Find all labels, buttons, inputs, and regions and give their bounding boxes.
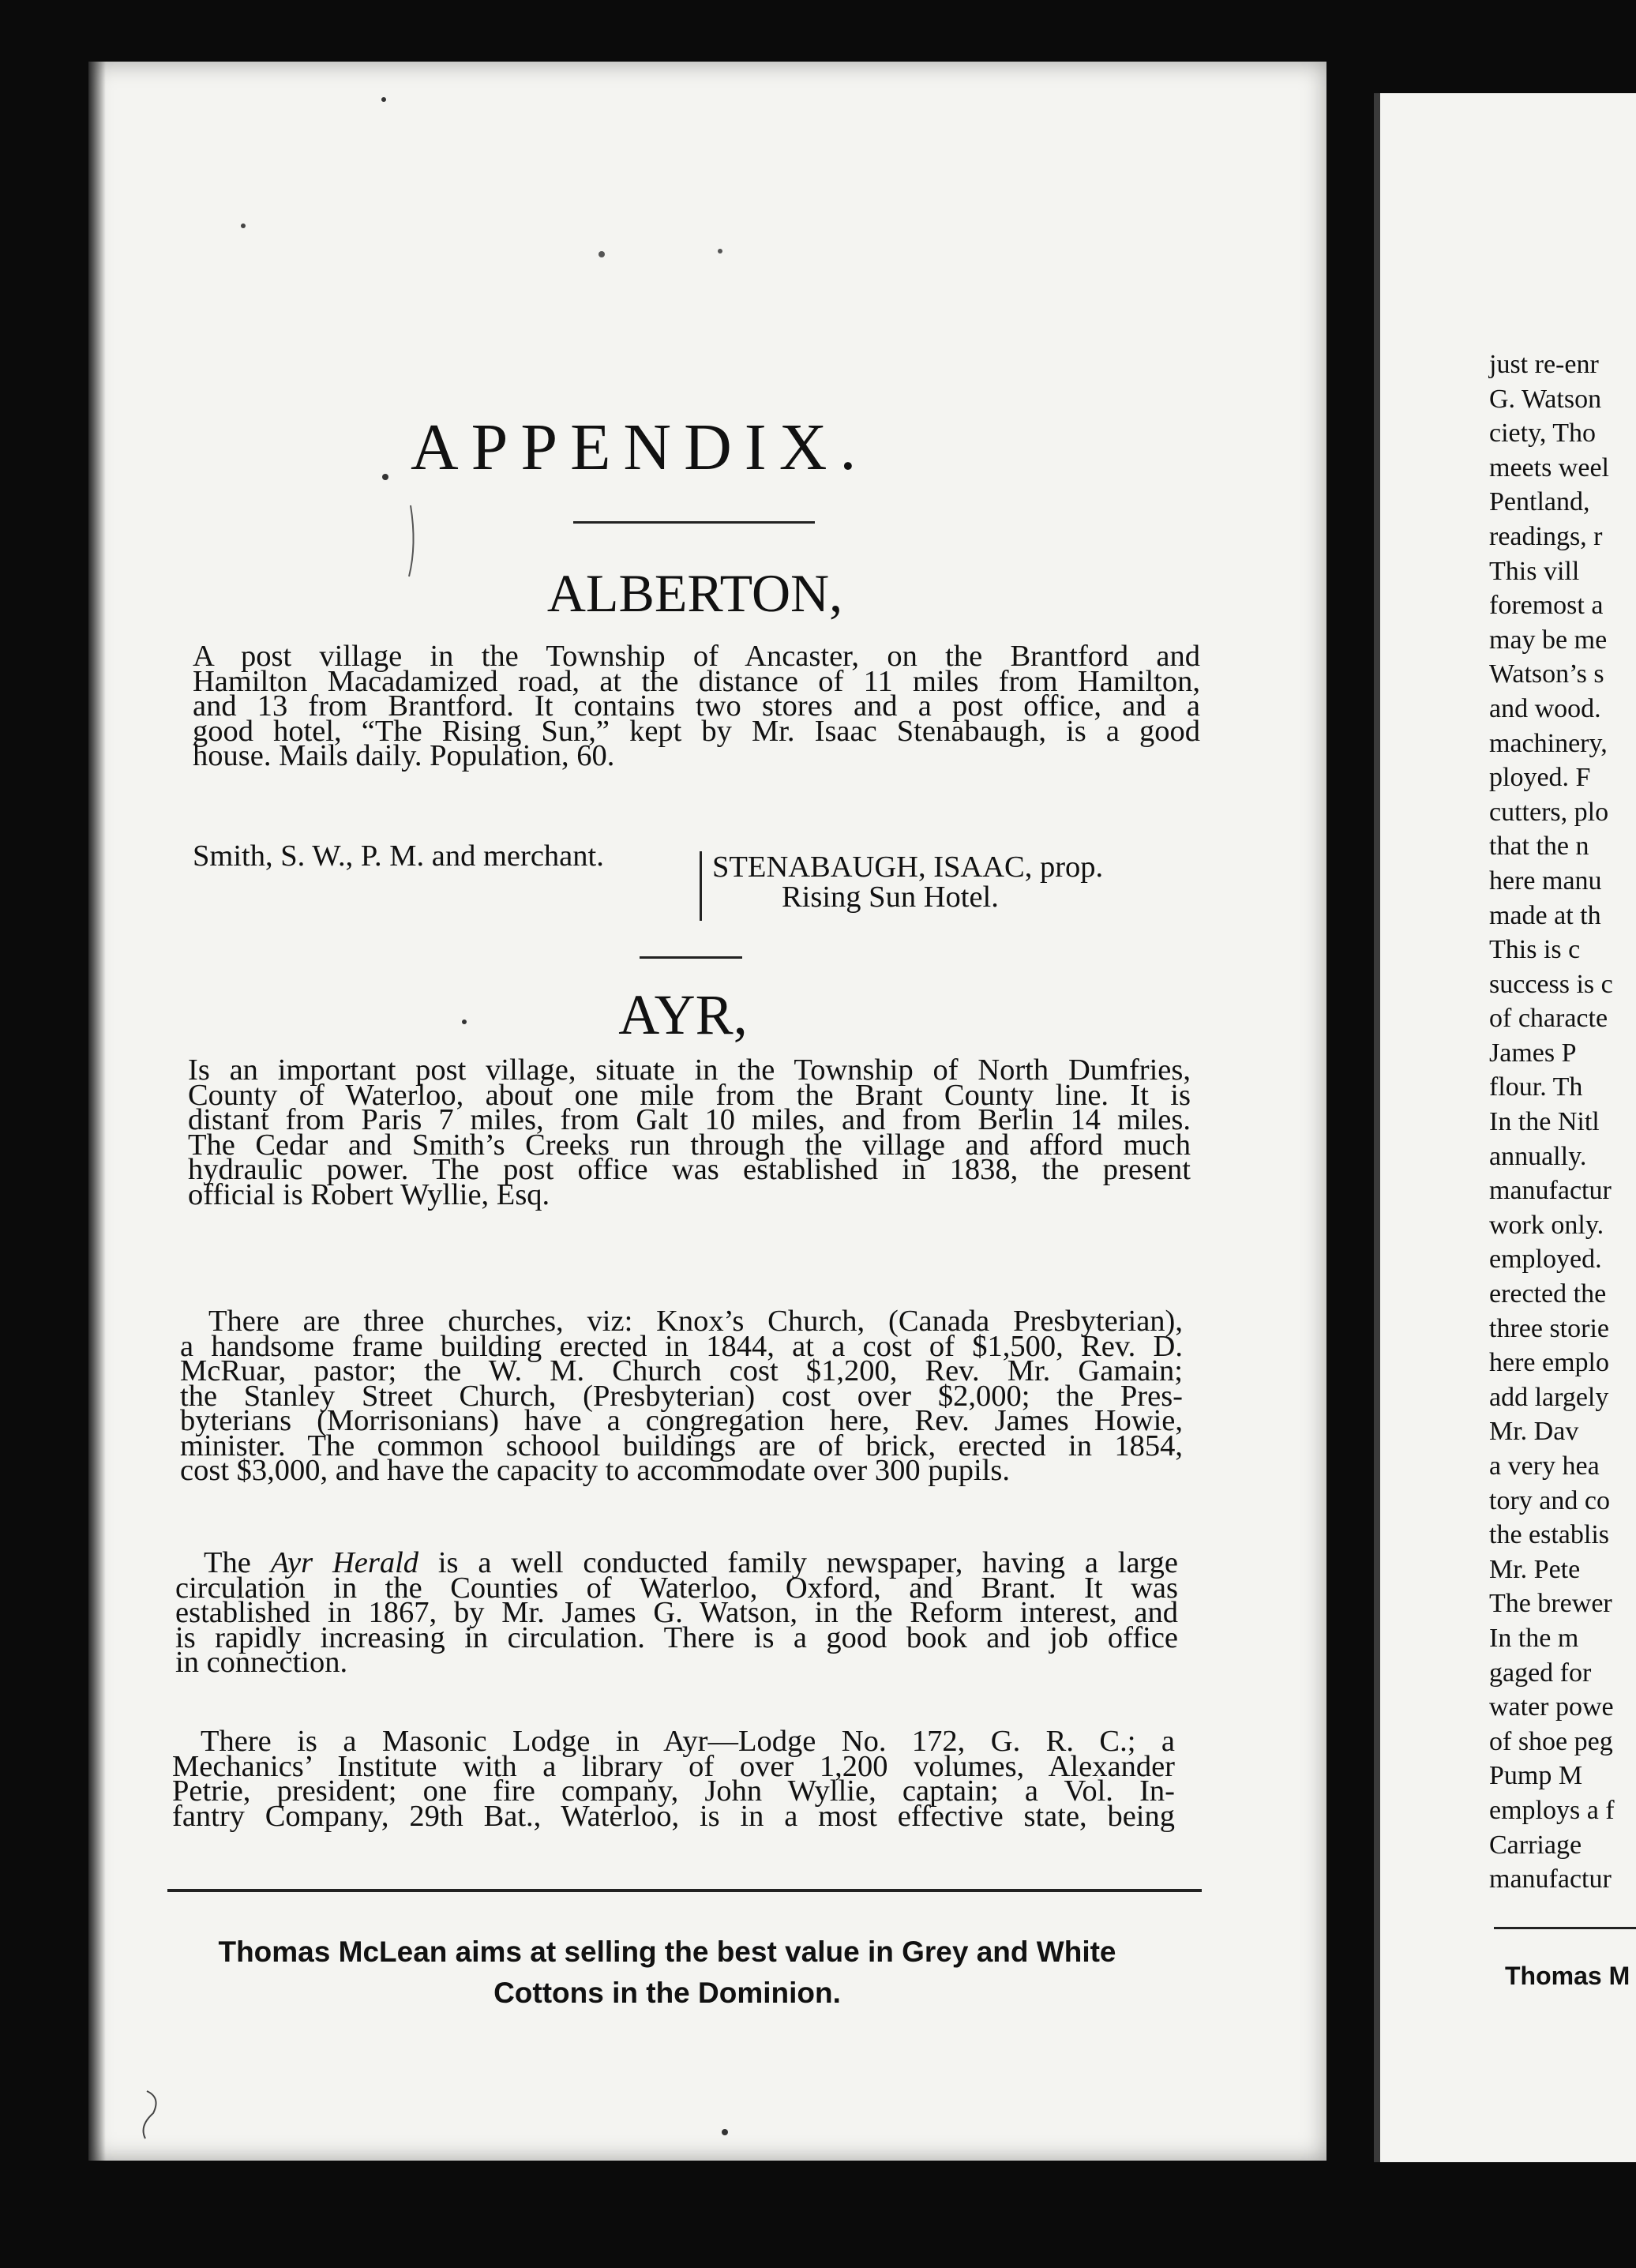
right-page-line: Pentland, bbox=[1489, 487, 1590, 517]
right-page-line: employed. bbox=[1489, 1245, 1602, 1275]
right-page-line: here emplo bbox=[1489, 1348, 1609, 1378]
right-page-line: Pump M bbox=[1489, 1761, 1583, 1791]
right-page-line: machinery, bbox=[1489, 728, 1608, 758]
text-line: Is an important post village, situate in the Township of North Dumfries, bbox=[188, 1053, 1191, 1087]
right-page-line: manufactur bbox=[1489, 1176, 1612, 1206]
right-page-line: This is c bbox=[1489, 935, 1581, 965]
text-line: byterians (Morrisonians) have a congregation here, Rev. James Howie, bbox=[180, 1404, 1183, 1437]
advertisement-footer bbox=[182, 1932, 1153, 2014]
newspaper-title: Ayr Herald bbox=[270, 1546, 419, 1579]
right-page-line: In the Nitl bbox=[1489, 1107, 1600, 1137]
text-line: hydraulic power. The post office was established in 1838, the present bbox=[188, 1153, 1191, 1186]
text-line: good hotel, “The Rising Sun,” kept by Mr. Isaac Stenabaugh, is a good bbox=[193, 714, 1200, 748]
right-page-line: ployed. F bbox=[1489, 763, 1591, 793]
alberton-description bbox=[193, 640, 1200, 772]
section-title-ayr: AYR, bbox=[618, 983, 748, 1046]
text-line: cost $3,000, and have the capacity to accommodate over 300 pupils. bbox=[180, 1454, 1010, 1487]
page-heading: APPENDIX. bbox=[411, 411, 869, 484]
text-line: distant from Paris 7 miles, from Galt 10 miles, and from Berlin 14 miles. bbox=[188, 1103, 1191, 1136]
text-line: Mechanics’ Institute with a library of over 1,200 volumes, Alexander bbox=[172, 1749, 1175, 1783]
text-line: A post village in the Township of Ancaster, on the Brantford and bbox=[193, 640, 1200, 673]
right-page-line: that the n bbox=[1489, 832, 1589, 862]
text-line: a handsome frame building erected in 1844, at a cost of $1,500, Rev. D. bbox=[180, 1329, 1183, 1363]
right-page-line: tory and co bbox=[1489, 1485, 1610, 1515]
text-line: official is Robert Wyllie, Esq. bbox=[188, 1177, 550, 1211]
right-page-line: here manu bbox=[1489, 866, 1602, 896]
ayr-paragraph-1 bbox=[188, 1053, 1191, 1211]
text-line: circulation in the Counties of Waterloo, Oxford, and Brant. It was bbox=[175, 1571, 1178, 1605]
text-line: established in 1867, by Mr. James G. Watson, in the Reform interest, and bbox=[175, 1596, 1178, 1629]
right-page-line: This vill bbox=[1489, 556, 1580, 586]
right-page-line: ciety, Tho bbox=[1489, 419, 1597, 449]
right-page-line: made at th bbox=[1489, 900, 1601, 930]
text-line: There are three churches, viz: Knox’s Church, (Canada Presbyterian), bbox=[208, 1305, 1183, 1338]
right-page-line: G. Watson bbox=[1489, 384, 1602, 414]
right-page-line: may be me bbox=[1489, 625, 1608, 655]
right-page-line: three storie bbox=[1489, 1313, 1609, 1343]
right-page-line: work only. bbox=[1489, 1210, 1604, 1240]
text-line: fantry Company, 29th Bat., Waterloo, is in a most effective state, being bbox=[172, 1799, 1175, 1833]
right-page-line: success is c bbox=[1489, 969, 1613, 999]
right-page-line: erected the bbox=[1489, 1279, 1607, 1309]
right-page-line: Mr. Pete bbox=[1489, 1554, 1581, 1584]
ayr-paragraph-2 bbox=[180, 1305, 1183, 1487]
directory-entry-smith: Smith, S. W., P. M. and merchant. bbox=[193, 839, 604, 873]
right-page-line: flour. Th bbox=[1489, 1072, 1583, 1102]
text-line: in connection. bbox=[175, 1646, 348, 1679]
footer-rule bbox=[167, 1889, 1202, 1892]
advertisement-line-2: Cottons in the Dominion. bbox=[493, 1977, 841, 2009]
text-line: and 13 from Brantford. It contains two stores and a post office, and a bbox=[193, 689, 1200, 723]
directory-entry-stenabaugh-detail: Rising Sun Hotel. bbox=[782, 881, 999, 914]
right-page-line: readings, r bbox=[1489, 521, 1603, 551]
right-page-text bbox=[1489, 347, 1636, 1897]
right-page-line: the establis bbox=[1489, 1520, 1610, 1550]
directory-column-divider bbox=[700, 851, 702, 921]
text-line: There is a Masonic Lodge in Ayr—Lodge No. 172, G. R. C.; a bbox=[201, 1725, 1175, 1758]
text-line: McRuar, pastor; the W. M. Church cost $1,200, Rev. Mr. Gamain; bbox=[180, 1354, 1183, 1387]
section-divider bbox=[640, 956, 742, 959]
text-line: Hamilton Macadamized road, at the distance of 11 miles from Hamilton, bbox=[193, 664, 1200, 698]
section-title-alberton: ALBERTON, bbox=[546, 563, 843, 623]
text-line: is rapidly increasing in circulation. There is a good book and job office bbox=[175, 1620, 1178, 1654]
right-page-line: In the m bbox=[1489, 1623, 1579, 1653]
directory-entry-stenabaugh: STENABAUGH, ISAAC, prop. bbox=[712, 850, 1104, 884]
right-page-line: The brewer bbox=[1489, 1589, 1612, 1619]
right-page-line: add largely bbox=[1489, 1382, 1609, 1412]
right-page-line: gaged for bbox=[1489, 1658, 1592, 1688]
right-page-line: employs a f bbox=[1489, 1795, 1615, 1825]
right-page-line: of characte bbox=[1489, 1004, 1608, 1034]
right-page-line: Watson’s s bbox=[1489, 659, 1604, 689]
right-page-line: of shoe peg bbox=[1489, 1726, 1613, 1756]
right-page-line: annually. bbox=[1489, 1141, 1587, 1171]
right-page-line: Mr. Dav bbox=[1489, 1417, 1579, 1447]
right-page-line: cutters, plo bbox=[1489, 797, 1609, 827]
right-page-line: a very hea bbox=[1489, 1451, 1600, 1481]
right-page-line: meets weel bbox=[1489, 452, 1609, 483]
right-page-line: just re-enr bbox=[1489, 350, 1599, 379]
text-line: minister. The common schoool buildings are of brick, erected in 1854, bbox=[180, 1429, 1183, 1463]
heading-divider bbox=[573, 521, 815, 524]
ayr-paragraph-4 bbox=[172, 1725, 1175, 1833]
right-page-line: James P bbox=[1489, 1038, 1577, 1068]
right-page-line: manufactur bbox=[1489, 1864, 1612, 1894]
text-line: The Cedar and Smith’s Creeks run through the village and afford much bbox=[188, 1128, 1191, 1162]
text-line: house. Mails daily. Population, 60. bbox=[193, 739, 615, 772]
text-line: the Stanley Street Church, (Presbyterian) cost over $2,000; the Pres- bbox=[180, 1379, 1183, 1413]
right-page-line: water powe bbox=[1489, 1692, 1614, 1722]
right-footer-rule bbox=[1494, 1927, 1636, 1929]
right-page-line: and wood. bbox=[1489, 693, 1601, 723]
right-advertisement-fragment: Thomas M bbox=[1505, 1962, 1630, 1990]
ayr-paragraph-3 bbox=[175, 1546, 1178, 1679]
text-line: Petrie, president; one fire company, John Wyllie, captain; a Vol. In- bbox=[172, 1774, 1175, 1808]
advertisement-line-1: Thomas McLean aims at selling the best value in Grey and White bbox=[218, 1936, 1116, 1968]
right-page-line: Carriage bbox=[1489, 1830, 1582, 1860]
right-page-line: foremost a bbox=[1489, 591, 1604, 621]
text-line: County of Waterloo, about one mile from the Brant County line. It is bbox=[188, 1078, 1191, 1112]
text-line-ayr-herald: The Ayr Herald is a well conducted family newspaper, having a large bbox=[204, 1546, 1178, 1579]
